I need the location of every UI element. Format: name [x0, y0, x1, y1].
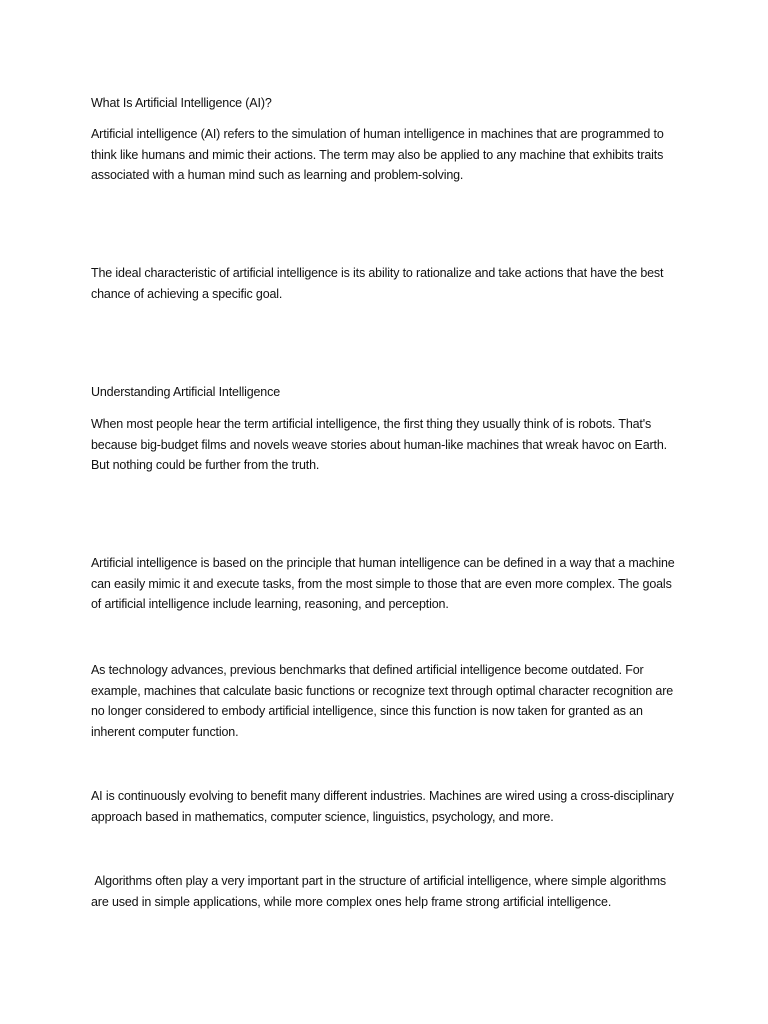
paragraph-benchmarks: As technology advances, previous benchmarks that defined artificial intelligence become outdated. For example, machines that calculate basic functions or recognize text through optimal character recognition are no longer considered to embody artificial intelligence, since this function is now taken for granted as an inherent computer function. [91, 663, 674, 739]
heading-what-is-ai: What Is Artificial Intelligence (AI)? [91, 96, 272, 110]
paragraph-principle: Artificial intelligence is based on the principle that human intelligence can be defined in a way that a machine can easily mimic it and execute tasks, from the most simple to those that are even more complex. The goals of artificial intelligence include learning, reasoning, and perception. [91, 556, 675, 611]
paragraph-evolving: AI is continuously evolving to benefit many different industries. Machines are wired using a cross-disciplinary approach based in mathematics, computer science, linguistics, psychology, and more. [91, 789, 674, 824]
heading-understanding-ai: Understanding Artificial Intelligence [91, 385, 281, 399]
paragraph-robots: When most people hear the term artificial intelligence, the first thing they usually think of is robots. That's because big-budget films and novels weave stories about human-like machines that wreak havoc on Earth. But nothing could be further from the truth. [91, 417, 668, 472]
paragraph-ideal-characteristic: The ideal characteristic of artificial intelligence is its ability to rationalize and take actions that have the best chance of achieving a specific goal. [91, 266, 664, 301]
paragraph-ai-definition: Artificial intelligence (AI) refers to the simulation of human intelligence in machines that are programmed to think like humans and mimic their actions. The term may also be applied to any machine that exhibits traits associated with a human mind such as learning and problem-solving. [91, 127, 664, 182]
paragraph-algorithms: Algorithms often play a very important part in the structure of artificial intelligence, where simple algorithms are used in simple applications, while more complex ones help frame strong artificial intelligence. [91, 874, 670, 909]
